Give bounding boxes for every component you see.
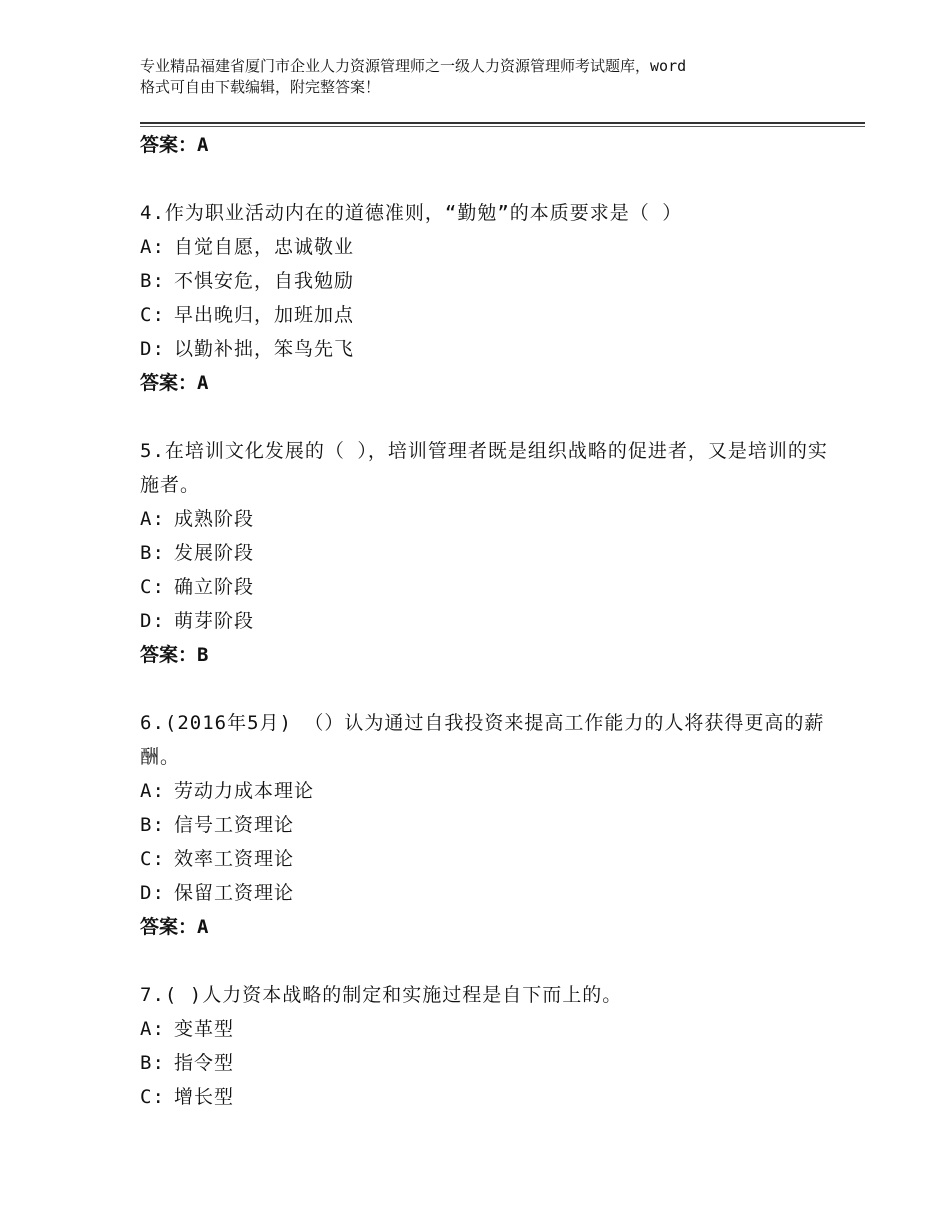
option-text: 早出晚归，加班加点 xyxy=(174,304,355,326)
option-b xyxy=(140,264,840,298)
header-line-1: 专业精品福建省厦门市企业人力资源管理师之一级人力资源管理师考试题库，word xyxy=(140,57,687,75)
option-a xyxy=(140,502,840,536)
option-b xyxy=(140,1046,840,1080)
option-letter: C: xyxy=(140,304,165,326)
option-letter: A: xyxy=(140,1018,165,1040)
option-c xyxy=(140,570,840,604)
option-b xyxy=(140,808,840,842)
option-a xyxy=(140,230,840,264)
answer-line: 答案：A xyxy=(140,372,209,394)
option-text: 确立阶段 xyxy=(174,576,255,598)
option-text: 以勤补拙，笨鸟先飞 xyxy=(174,338,355,360)
option-text: 发展阶段 xyxy=(174,542,255,564)
option-letter: B: xyxy=(140,814,165,836)
header-rule-thin xyxy=(140,126,865,127)
option-text: 增长型 xyxy=(174,1086,235,1108)
option-text: 变革型 xyxy=(174,1018,235,1040)
option-letter: D: xyxy=(140,338,165,360)
option-b xyxy=(140,536,840,570)
header-line-2: 格式可自由下载编辑，附完整答案！ xyxy=(140,78,381,96)
answer-line: 答案：A xyxy=(140,134,209,156)
question-block xyxy=(140,978,840,1114)
question-text: 6.(2016年5月) （）认为通过自我投资来提高工作能力的人将获得更高的薪酬。 xyxy=(140,712,825,768)
option-text: 指令型 xyxy=(174,1052,235,1074)
option-d xyxy=(140,876,840,910)
option-letter: B: xyxy=(140,542,165,564)
option-text: 劳动力成本理论 xyxy=(174,780,315,802)
option-c xyxy=(140,298,840,332)
option-d xyxy=(140,604,840,638)
option-text: 信号工资理论 xyxy=(174,814,295,836)
question-text: 7.( )人力资本战略的制定和实施过程是自下而上的。 xyxy=(140,984,623,1006)
option-a xyxy=(140,774,840,808)
question-text: 4.作为职业活动内在的道德准则，“勤勉”的本质要求是（ ） xyxy=(140,202,683,224)
answer-line: 答案：B xyxy=(140,644,209,666)
header-rule-thick xyxy=(140,122,865,124)
option-text: 萌芽阶段 xyxy=(174,610,255,632)
question-text: 5.在培训文化发展的（ ），培训管理者既是组织战略的促进者，又是培训的实施者。 xyxy=(140,440,828,496)
option-a xyxy=(140,1012,840,1046)
option-c xyxy=(140,1080,840,1114)
option-text: 效率工资理论 xyxy=(174,848,295,870)
question-block xyxy=(140,196,840,400)
option-text: 自觉自愿，忠诚敬业 xyxy=(174,236,355,258)
option-letter: D: xyxy=(140,882,165,904)
option-letter: A: xyxy=(140,780,165,802)
option-letter: C: xyxy=(140,1086,165,1108)
question-block xyxy=(140,706,840,944)
answer-line: 答案：A xyxy=(140,916,209,938)
option-letter: A: xyxy=(140,508,165,530)
document-header xyxy=(140,56,830,98)
option-text: 不惧安危，自我勉励 xyxy=(174,270,355,292)
option-letter: B: xyxy=(140,1052,165,1074)
option-letter: A: xyxy=(140,236,165,258)
option-letter: C: xyxy=(140,576,165,598)
option-text: 保留工资理论 xyxy=(174,882,295,904)
option-letter: B: xyxy=(140,270,165,292)
option-letter: C: xyxy=(140,848,165,870)
option-text: 成熟阶段 xyxy=(174,508,255,530)
option-letter: D: xyxy=(140,610,165,632)
option-c xyxy=(140,842,840,876)
question-list xyxy=(140,128,840,1114)
option-d xyxy=(140,332,840,366)
question-block xyxy=(140,434,840,672)
